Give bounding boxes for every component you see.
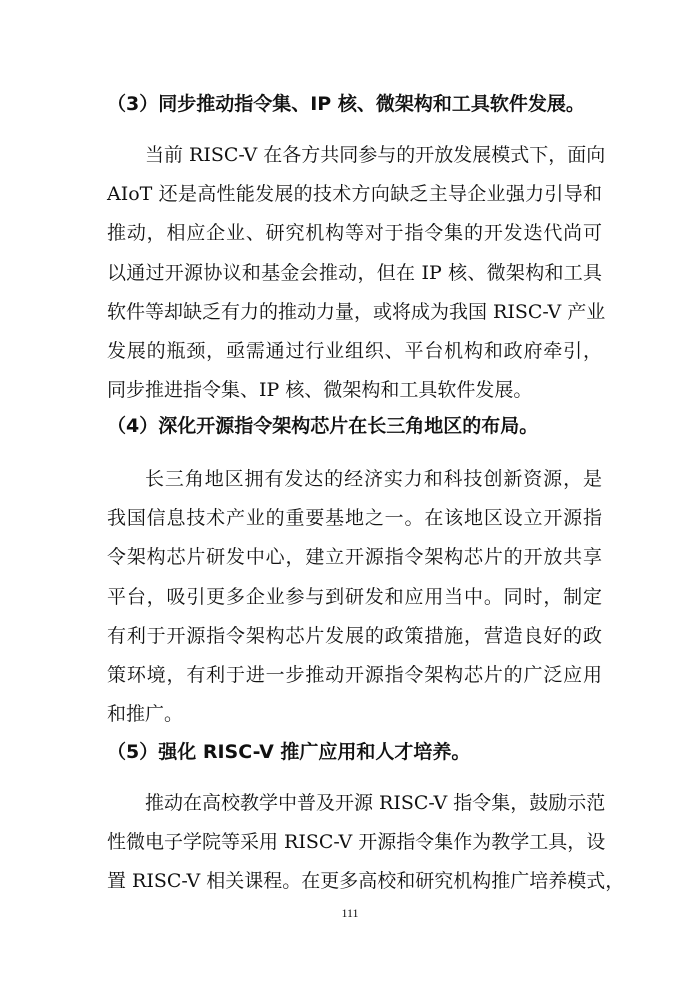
paragraph-line: 软件等却缺乏有力的推动力量，或将成为我国 RISC-V 产业 [107, 300, 606, 323]
paragraph-line: 我国信息技术产业的重要基地之一。在该地区设立开源指 [107, 507, 602, 530]
section-heading-4: （4）深化开源指令架构芯片在长三角地区的布局。 [107, 415, 539, 437]
paragraph-line: 推动在高校教学中普及开源 RISC-V 指令集，鼓励示范 [145, 792, 606, 814]
paragraph-line: AIoT 还是高性能发展的技术方向缺乏主导企业强力引导和 [107, 183, 602, 206]
section-paragraph-5 [107, 784, 625, 902]
section-paragraph-4 [107, 460, 602, 734]
paragraph-line: 推动，相应企业、研究机构等对于指令集的开发迭代尚可 [107, 222, 602, 245]
paragraph-line: 以通过开源协议和基金会推动，但在 IP 核、微架构和工具 [107, 261, 602, 284]
paragraph-line: 性微电子学院等采用 RISC-V 开源指令集作为教学工具，设 [107, 831, 606, 854]
section-heading-3: （3）同步推动指令集、IP 核、微架构和工具软件发展。 [107, 93, 585, 115]
paragraph-line: 置 RISC-V 相关课程。在更多高校和研究机构推广培养模式， [107, 870, 625, 893]
paragraph-line: 和推广。 [107, 703, 184, 726]
section-paragraph-3 [107, 136, 606, 410]
paragraph-line: 令架构芯片研发中心，建立开源指令架构芯片的开放共享 [107, 546, 602, 569]
paragraph-line: 同步推进指令集、IP 核、微架构和工具软件发展。 [107, 379, 533, 402]
page-number: 111 [341, 906, 359, 920]
paragraph-line: 平台，吸引更多企业参与到研发和应用当中。同时，制定 [107, 585, 602, 608]
paragraph-line: 发展的瓶颈，亟需通过行业组织、平台机构和政府牵引， [107, 340, 602, 363]
paragraph-line: 有利于开源指令架构芯片发展的政策措施，营造良好的政 [107, 624, 602, 647]
section-heading-5: （5）强化 RISC-V 推广应用和人才培养。 [107, 741, 471, 763]
paragraph-line: 长三角地区拥有发达的经济实力和科技创新资源，是 [145, 468, 602, 490]
paragraph-line: 策环境，有利于进一步推动开源指令架构芯片的广泛应用 [107, 664, 602, 687]
paragraph-line: 当前 RISC-V 在各方共同参与的开放发展模式下，面向 [145, 144, 606, 166]
